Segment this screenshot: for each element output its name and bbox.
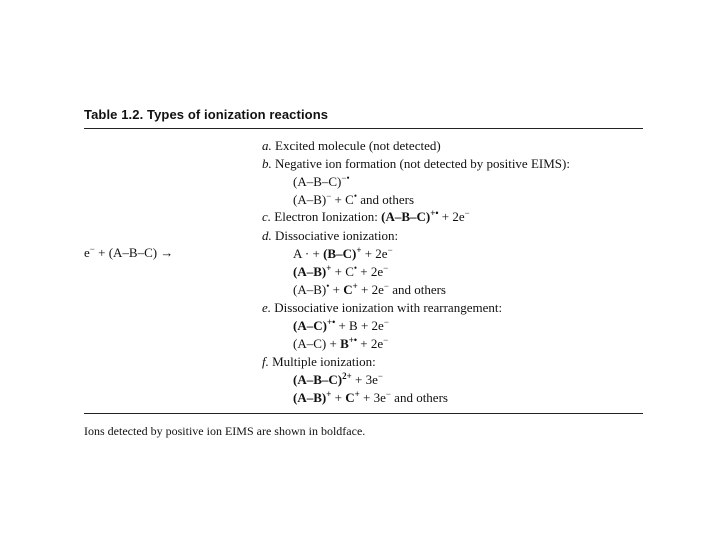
entry-e-formula-1: (A–C)+• + B + 2e− xyxy=(293,317,389,333)
table-caption: Table 1.2. Types of ionization reactions xyxy=(84,107,329,122)
entry-e xyxy=(262,299,502,316)
entry-e-formula-2: (A–C) + B+• + 2e− xyxy=(293,335,389,351)
entry-letter: f. xyxy=(262,354,269,369)
top-rule xyxy=(84,128,643,129)
entry-letter: a. xyxy=(262,138,272,153)
entry-b-formula-1: (A–B–C)−• xyxy=(293,173,350,189)
electron-charge: − xyxy=(89,244,95,254)
entry-d-formula-3: (A–B)• + C+ + 2e− and others xyxy=(293,281,446,297)
entry-label: Electron Ionization: xyxy=(271,209,382,224)
entry-b-formula-2: (A–B)− + C• and others xyxy=(293,191,415,207)
entry-label: Negative ion formation (not detected by positive EIMS): xyxy=(271,156,570,171)
entry-label: Dissociative ionization: xyxy=(271,228,399,243)
entry-f-formula-2: (A–B)+ + C+ + 3e− and others xyxy=(293,389,448,405)
electron-symbol: e xyxy=(84,245,90,260)
entry-b xyxy=(262,155,570,172)
entry-letter: b. xyxy=(262,156,272,171)
entry-c: c. Electron Ionization: (A–B–C)+• + 2e− xyxy=(262,208,470,224)
entry-a xyxy=(262,137,441,154)
entry-f-formula-1: $(A-B-C)^{2+} + 3e^-$ xyxy=(293,371,383,387)
entry-label: Multiple ionization: xyxy=(268,354,376,369)
entry-letter: e. xyxy=(262,300,272,315)
entry-d xyxy=(262,227,398,244)
entry-label: Dissociative ionization with rearrangement: xyxy=(271,300,503,315)
entry-letter: c. xyxy=(262,209,272,224)
bottom-rule xyxy=(84,413,643,414)
table-footnote: Ions detected by positive ion EIMS are shown in boldface. xyxy=(84,424,366,438)
entry-f xyxy=(262,353,376,370)
lhs-text: + (A–B–C) → xyxy=(94,245,174,260)
reaction-lhs xyxy=(84,245,173,261)
entry-letter: d. xyxy=(262,228,272,243)
entry-label: Excited molecule (not detected) xyxy=(271,138,441,153)
entry-d-formula-2: (A–B)+ + C• + 2e− xyxy=(293,263,389,279)
entry-d-formula-1: A · + (B–C)+ + 2e− xyxy=(293,245,393,261)
